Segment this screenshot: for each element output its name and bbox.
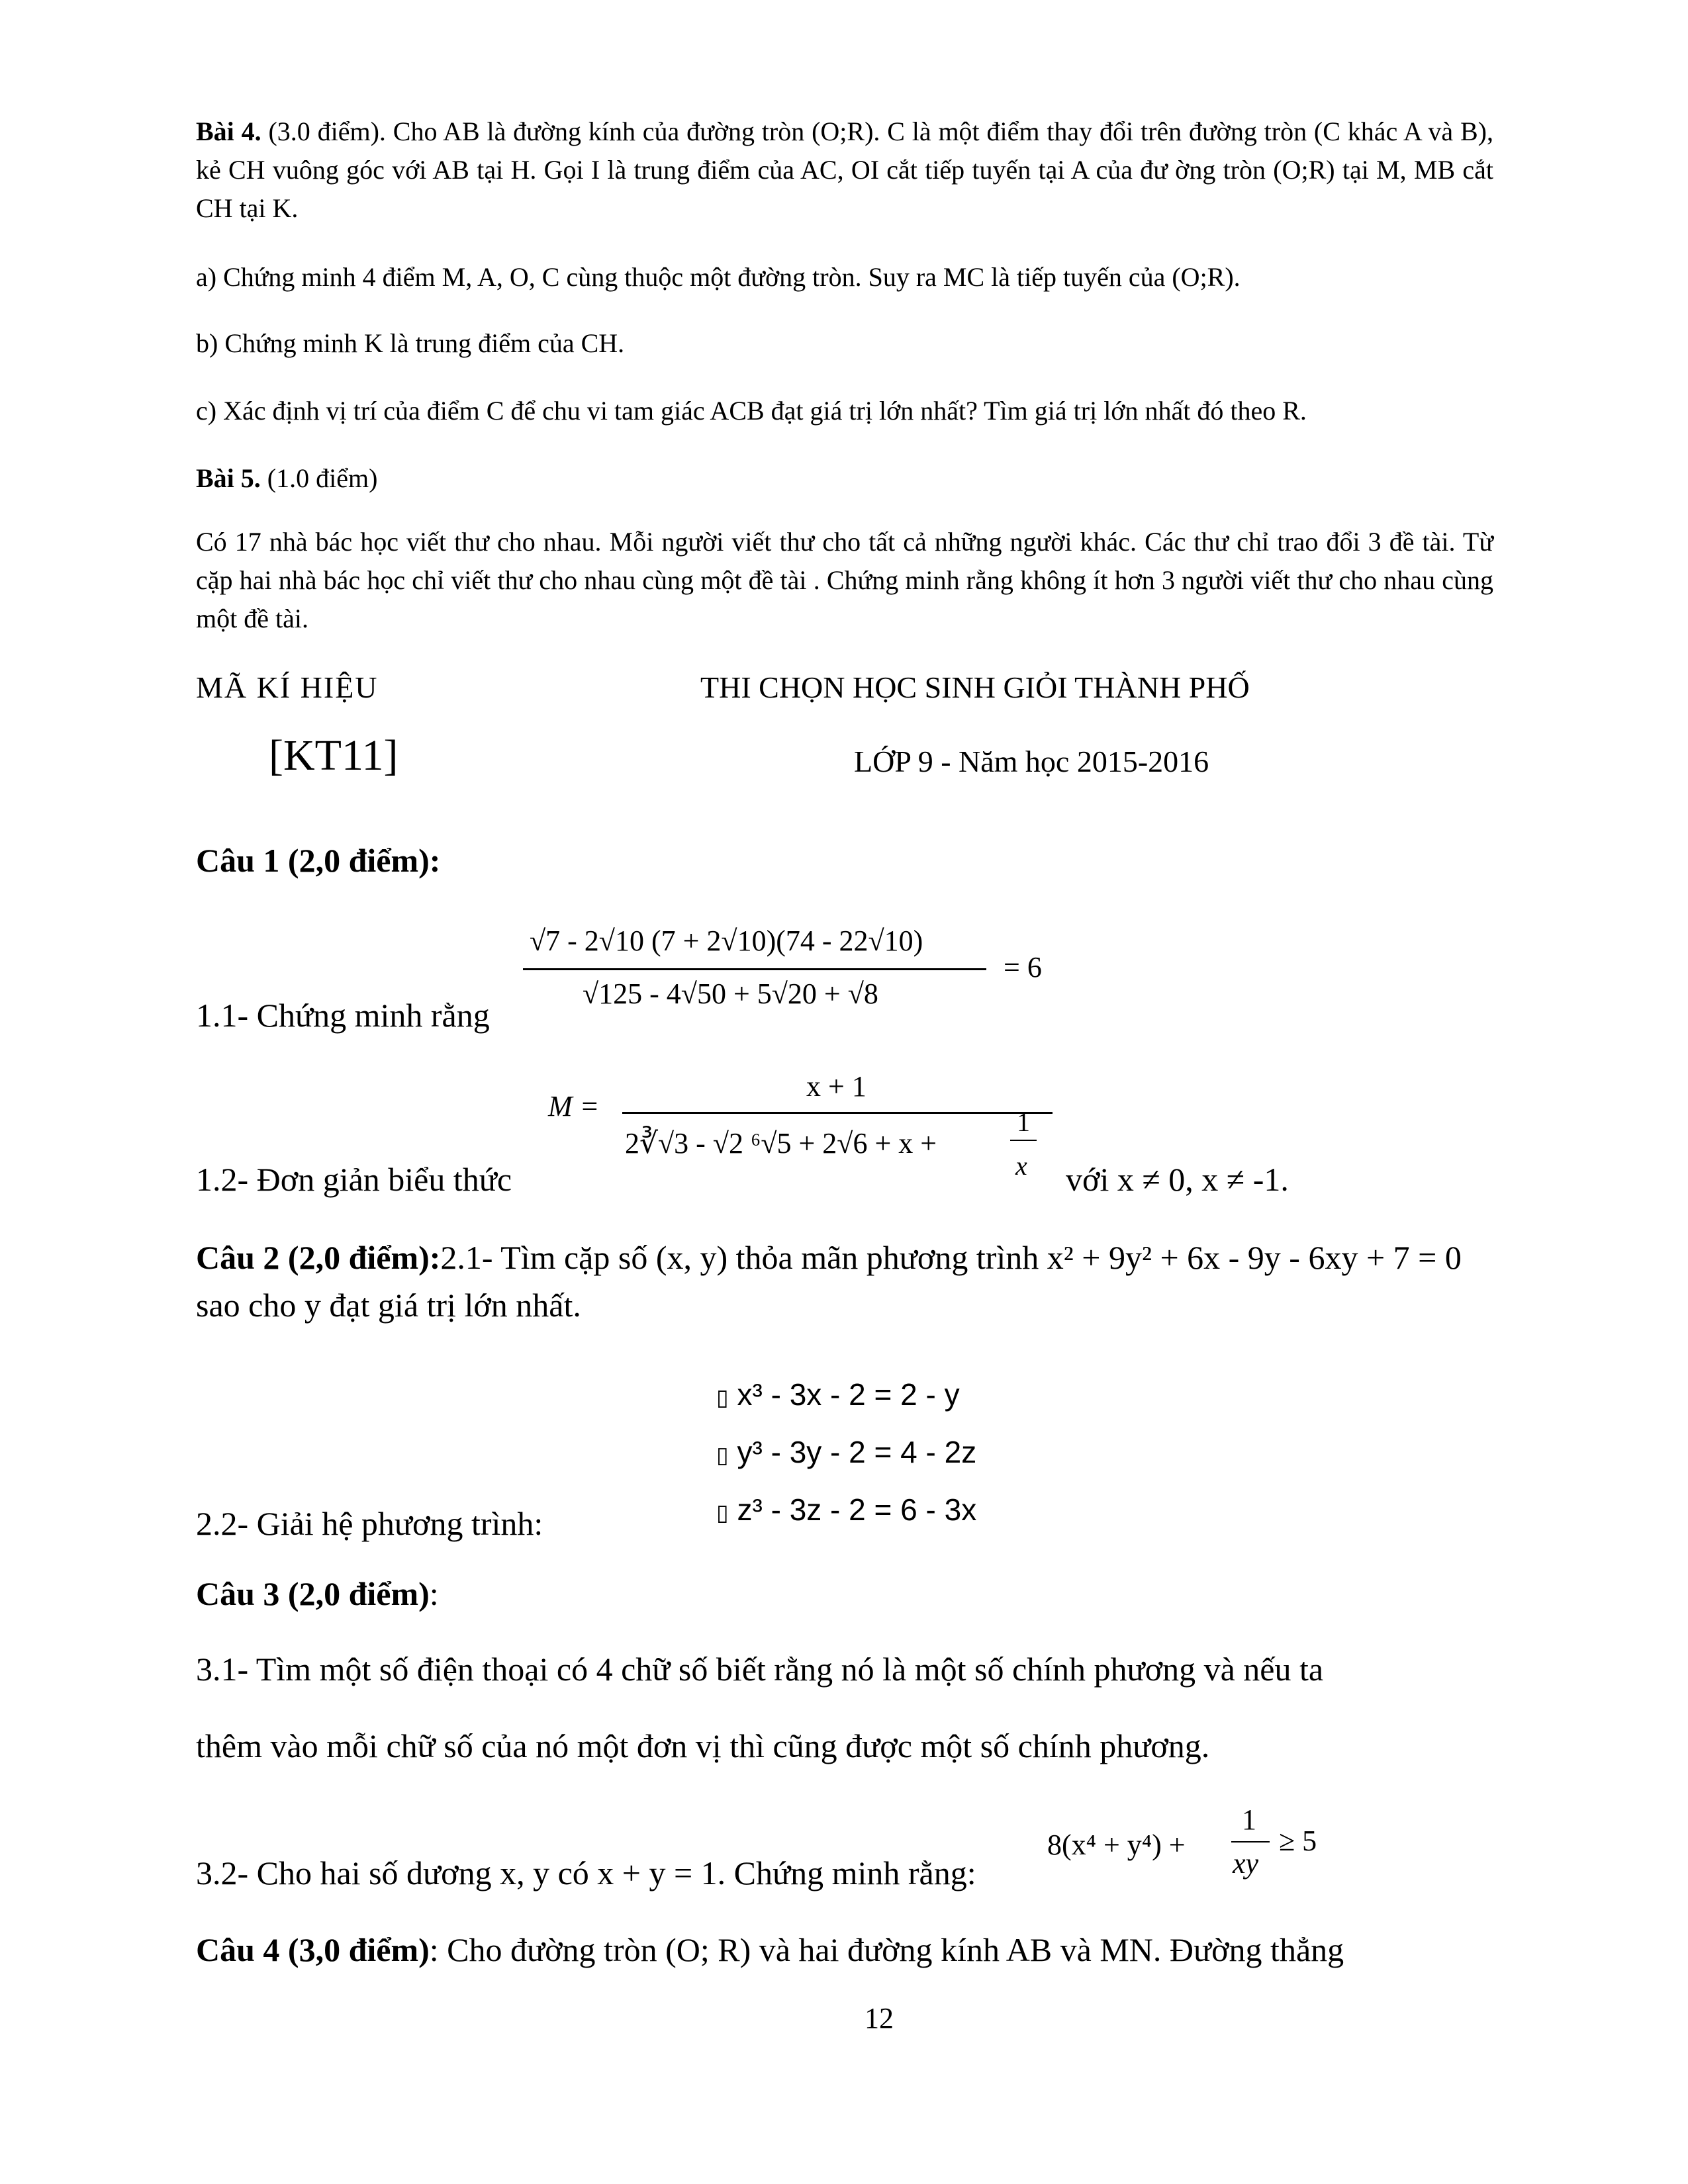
code-label: MÃ KÍ HIỆU (196, 670, 379, 704)
cau3-q2-frac-num: 1 (1242, 1803, 1256, 1836)
system-row-3 (716, 1482, 976, 1540)
system-row-1 (716, 1367, 976, 1425)
cau2-title: Câu 2 (2,0 điểm): (196, 1239, 441, 1276)
cau1-q1-fraction-bar (523, 968, 986, 970)
cau2-q1-text: 2.1- Tìm cặp số (x, y) thỏa mãn phương trình x² + 9y² + 6x - 9y - 6xy + 7 = 0 (440, 1239, 1462, 1276)
cau3-title-colon: : (429, 1575, 439, 1612)
exam-title: THI CHỌN HỌC SINH GIỎI THÀNH PHỐ (700, 670, 1250, 704)
cau1-title: Câu 1 (2,0 điểm): (196, 842, 441, 879)
cau2-q1-line1 (196, 1238, 1462, 1277)
cau1-q1-denominator: √125 - 4√50 + 5√20 + √8 (583, 978, 878, 1010)
cau3-q2-frac-den: xy (1233, 1847, 1259, 1880)
exam-subtitle: LỚP 9 - Năm học 2015-2016 (854, 745, 1209, 778)
cau3-title: Câu 3 (2,0 điểm) (196, 1575, 430, 1612)
bai4-part-c: c) Xác định vị trí của điểm C để chu vi tam giác ACB đạt giá trị lớn nhất? Tìm giá trị lớn nhất đó theo R. (196, 396, 1307, 426)
cau1-q2-numerator: x + 1 (806, 1070, 867, 1103)
bai5-heading (196, 459, 377, 498)
cau1-q2-inner-frac-bar (1010, 1140, 1037, 1141)
brace-placeholder-icon: ▯ (716, 1442, 729, 1469)
cau1-q2-condition: với x ≠ 0, x ≠ -1. (1066, 1161, 1289, 1198)
page-number: 12 (865, 2002, 894, 2034)
system-eq1: x³ - 3x - 2 = 2 - y (737, 1377, 960, 1412)
bai5-text: Có 17 nhà bác học viết thư cho nhau. Mỗi người viết thư cho tất cả những người khác. Các thư chỉ trao đổi 3 đề tài. Từ cặp hai nhà bác học chỉ viết thư cho nhau cùng một đề tài . Chứng minh rằng không ít hơn 3 người viết thư cho nhau cùng một đề tài. (196, 527, 1493, 633)
cau3-q1-line1: 3.1- Tìm một số điện thoại có 4 chữ số biết rằng nó là một số chính phương và nếu ta (196, 1651, 1324, 1688)
system-row-2 (716, 1425, 976, 1482)
cau3-q1-line2: thêm vào mỗi chữ số của nó một đơn vị thì cũng được một số chính phương. (196, 1727, 1210, 1764)
cau1-q2-inner-frac-den: x (1015, 1151, 1027, 1181)
bai5-points: (1.0 điểm) (260, 463, 378, 493)
cau1-q2-lhs: M = (548, 1090, 600, 1122)
cau1-q2-denominator: 2∛√3 - √2 ⁶√5 + 2√6 + x + (625, 1127, 937, 1160)
cau2-system (716, 1367, 976, 1540)
cau1-q2-fraction-bar (622, 1112, 1053, 1114)
bai4-paragraph (196, 113, 1493, 228)
brace-placeholder-icon: ▯ (716, 1500, 729, 1526)
cau1-q2-inner-frac-num: 1 (1017, 1107, 1030, 1137)
brace-placeholder-icon: ▯ (716, 1385, 729, 1411)
system-eq3: z³ - 3z - 2 = 6 - 3x (737, 1492, 977, 1527)
cau3-heading (196, 1574, 439, 1614)
bai4-part-a: a) Chứng minh 4 điểm M, A, O, C cùng thuộc một đường tròn. Suy ra MC là tiếp tuyến của (O;R). (196, 262, 1241, 292)
cau3-q2-frac-bar (1231, 1841, 1270, 1843)
system-eq2: y³ - 3y - 2 = 4 - 2z (737, 1435, 977, 1469)
cau3-q2-label: 3.2- Cho hai số dương x, y có x + y = 1. Chứng minh rằng: (196, 1854, 976, 1891)
cau3-q2-rhs: ≥ 5 (1279, 1825, 1317, 1857)
bai4-part-b: b) Chứng minh K là trung điểm của CH. (196, 328, 625, 358)
code-value: [KT11] (269, 731, 399, 780)
cau2-q2-label: 2.2- Giải hệ phương trình: (196, 1505, 543, 1542)
cau4-title: Câu 4 (3,0 điểm) (196, 1931, 430, 1968)
cau4-text: : Cho đường tròn (O; R) và hai đường kính AB và MN. Đường thẳng (429, 1931, 1344, 1968)
cau2-q1-line2: sao cho y đạt giá trị lớn nhất. (196, 1287, 581, 1324)
cau1-q2-label: 1.2- Đơn giản biểu thức (196, 1161, 512, 1198)
cau1-q1-rhs: = 6 (1004, 951, 1042, 983)
cau3-q2-expression: 8(x⁴ + y⁴) + (1047, 1829, 1186, 1861)
bai5-title: Bài 5. (196, 463, 261, 493)
cau4-line (196, 1930, 1344, 1970)
bai4-title: Bài 4. (196, 116, 261, 146)
cau1-q1-numerator: √7 - 2√10 (7 + 2√10)(74 - 22√10) (530, 925, 923, 957)
bai4-text: (3.0 điểm). Cho AB là đường kính của đường tròn (O;R). C là một điểm thay đổi trên đường tròn (C khác A và B), kẻ CH vuông góc với AB tại H. Gọi I là trung điểm của AC, OI cắt tiếp tuyến tại A của đư ờng tròn (O;R) tại M, MB cắt CH tại K. (196, 116, 1493, 223)
cau1-q1-label: 1.1- Chứng minh rằng (196, 997, 490, 1034)
